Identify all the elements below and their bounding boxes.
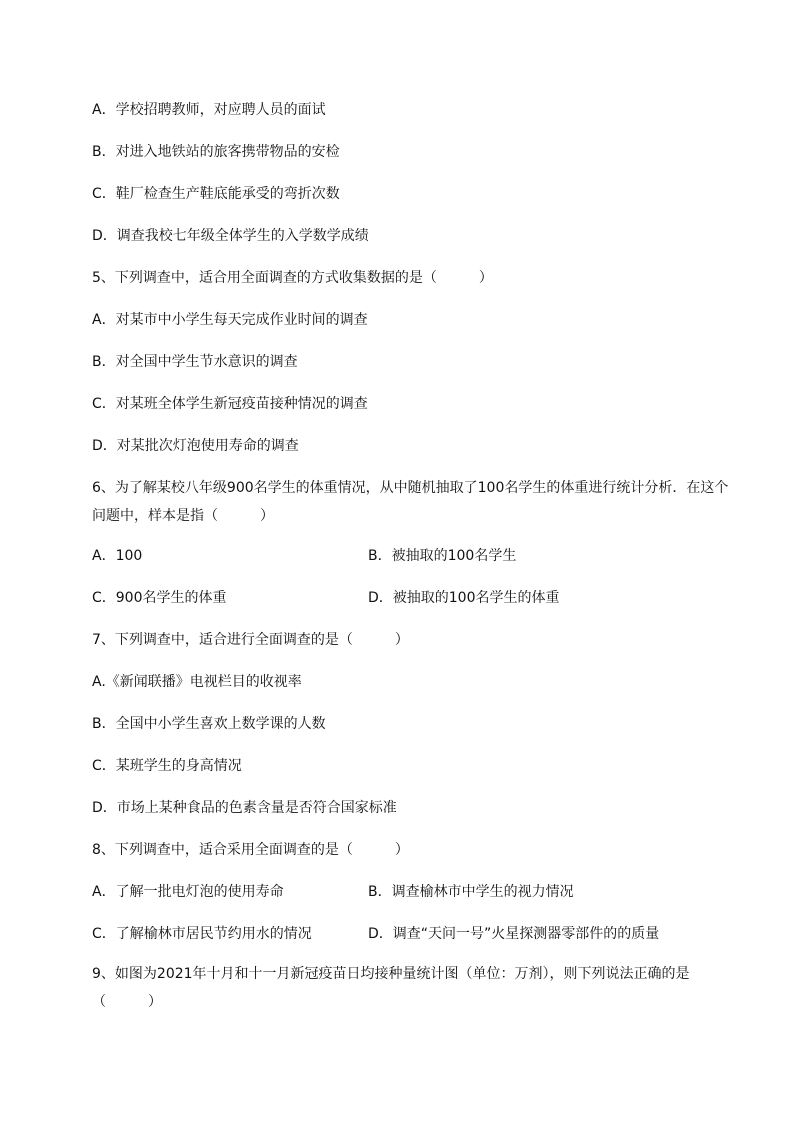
q5-option-b: B．对全国中学生节水意识的调查 <box>92 354 298 370</box>
q7-option-b: B．全国中小学生喜欢上数学课的人数 <box>92 716 326 732</box>
q4-option-a: A．学校招聘教师，对应聘人员的面试 <box>92 102 326 118</box>
q6-option-d: D．被抽取的100名学生的体重 <box>368 590 560 606</box>
q6-option-b: B．被抽取的100名学生 <box>368 548 517 564</box>
q7-option-c: C．某班学生的身高情况 <box>92 758 242 774</box>
q4-option-d: D．调查我校七年级全体学生的入学数学成绩 <box>92 228 369 244</box>
q8-option-a: A．了解一批电灯泡的使用寿命 <box>92 884 284 900</box>
q7-stem: 7、下列调查中，适合进行全面调查的是（ ） <box>92 632 409 648</box>
q8-option-b: B．调查榆林市中学生的视力情况 <box>368 884 574 900</box>
q6-option-c: C．900名学生的体重 <box>92 590 227 606</box>
q8-option-c: C．了解榆林市居民节约用水的情况 <box>92 926 312 942</box>
q7-option-d: D．市场上某种食品的色素含量是否符合国家标准 <box>92 800 397 816</box>
q8-stem: 8、下列调查中，适合采用全面调查的是（ ） <box>92 842 409 858</box>
q6-option-a: A．100 <box>92 548 143 564</box>
q7-option-a: A.《新闻联播》电视栏目的收视率 <box>92 674 302 690</box>
q9-stem: 9、如图为2021年十月和十一月新冠疫苗日均接种量统计图（单位：万剂），则下列说法正确的是（ ） <box>92 966 690 1010</box>
q6-stem: 6、为了解某校八年级900名学生的体重情况，从中随机抽取了100名学生的体重进行统计分析．在这个问题中，样本是指（ ） <box>92 480 729 524</box>
q4-option-b: B．对进入地铁站的旅客携带物品的安检 <box>92 144 340 160</box>
q4-option-c: C．鞋厂检查生产鞋底能承受的弯折次数 <box>92 186 340 202</box>
q5-option-c: C．对某班全体学生新冠疫苗接种情况的调查 <box>92 396 368 412</box>
q5-option-d: D．对某批次灯泡使用寿命的调查 <box>92 438 299 454</box>
q5-option-a: A．对某市中小学生每天完成作业时间的调查 <box>92 312 368 328</box>
q5-stem: 5、下列调查中，适合用全面调查的方式收集数据的是（ ） <box>92 270 493 286</box>
q8-option-d: D．调查“天问一号”火星探测器零部件的的质量 <box>368 926 660 942</box>
